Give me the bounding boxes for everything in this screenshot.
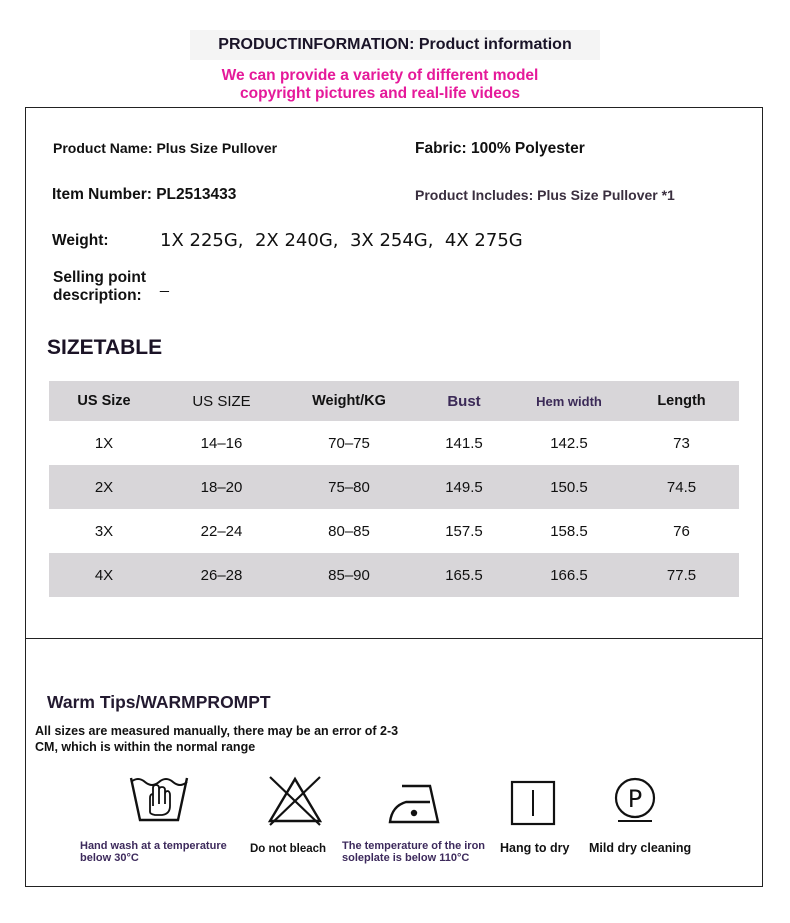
svg-text:P: P — [627, 785, 643, 813]
size-table — [49, 381, 739, 597]
table-cell: 165.5 — [414, 553, 514, 597]
table-cell: 75–80 — [284, 465, 414, 509]
measurement-note — [35, 723, 455, 755]
table-cell: 26–28 — [159, 553, 284, 597]
table-cell: 22–24 — [200, 522, 243, 540]
selling-value: _ — [160, 276, 169, 293]
measurement-note-line-1: All sizes are measured manually, there may be an error of 2-3 — [35, 724, 399, 738]
col-header-us-size-range: US SIZE — [159, 381, 284, 421]
col-header-hem-width: Hem width — [514, 381, 624, 421]
table-cell: 158.5 — [550, 522, 588, 540]
table-cell: 73 — [673, 434, 690, 452]
care-label-do-not-bleach: Do not bleach — [250, 843, 327, 855]
warm-tips-title: Warm Tips/WARMPROMPT — [47, 692, 271, 712]
table-cell: 149.5 — [414, 465, 514, 509]
table-cell: 142.5 — [550, 434, 588, 452]
item-number: Item Number: PL2513433 — [52, 186, 237, 203]
care-label-hang-dry: Hang to dry — [500, 841, 570, 855]
hang-dry-icon — [510, 780, 556, 826]
care-label-line: The temperature of the iron — [342, 840, 486, 852]
page-title: PRODUCTINFORMATION: Product information — [190, 30, 600, 60]
table-cell: 77.5 — [624, 553, 739, 597]
table-row — [49, 421, 739, 465]
weight-value: 1X 225G, 2X 240G, 3X 254G, 4X 275G — [160, 230, 523, 251]
iron-icon — [386, 782, 442, 826]
table-cell: 166.5 — [514, 553, 624, 597]
care-label-iron — [342, 840, 485, 864]
table-cell: 4X — [49, 553, 159, 597]
measurement-note-line-2: CM, which is within the normal range — [35, 740, 256, 754]
table-cell: 141.5 — [445, 434, 483, 452]
care-label-line: soleplate is below 110°C — [342, 852, 470, 864]
care-label-line: below 30°C — [80, 852, 139, 864]
table-cell: 18–20 — [159, 465, 284, 509]
table-cell: 1X — [94, 434, 114, 452]
product-includes: Product Includes: Plus Size Pullover *1 — [415, 187, 675, 203]
table-cell: 150.5 — [514, 465, 624, 509]
table-cell: 74.5 — [624, 465, 739, 509]
care-label-dry-clean: Mild dry cleaning — [589, 841, 692, 855]
table-cell: 14–16 — [200, 434, 243, 452]
table-cell: 2X — [49, 465, 159, 509]
table-cell: 76 — [673, 522, 690, 540]
table-cell: 70–75 — [328, 434, 370, 452]
selling-label-2: description: — [53, 287, 142, 304]
table-row — [49, 465, 739, 509]
table-row — [49, 553, 739, 597]
section-divider — [25, 638, 763, 639]
weight-label: Weight: — [52, 232, 109, 249]
col-header-us-size: US Size — [49, 381, 159, 421]
hand-wash-icon — [128, 772, 190, 828]
col-header-length: Length — [624, 381, 739, 421]
promo-line-1: We can provide a variety of different model — [221, 67, 539, 84]
size-table-title: SIZETABLE — [47, 336, 163, 359]
product-name: Product Name: Plus Size Pullover — [53, 140, 278, 156]
care-label-hand-wash — [80, 840, 227, 864]
table-cell: 85–90 — [284, 553, 414, 597]
care-label-line: Hand wash at a temperature — [80, 840, 227, 852]
selling-label-1: Selling point — [53, 269, 146, 286]
dry-clean-icon — [612, 776, 658, 824]
size-table-header-row — [49, 381, 739, 421]
col-header-bust: Bust — [414, 381, 514, 421]
col-header-weight: Weight/KG — [284, 381, 414, 421]
table-cell: 3X — [94, 522, 114, 540]
do-not-bleach-icon — [266, 773, 324, 827]
table-row — [49, 509, 739, 553]
product-fabric: Fabric: 100% Polyester — [415, 140, 585, 157]
table-cell: 80–85 — [328, 522, 370, 540]
promo-line-2: copyright pictures and real-life videos — [240, 85, 520, 102]
table-cell: 157.5 — [445, 522, 483, 540]
